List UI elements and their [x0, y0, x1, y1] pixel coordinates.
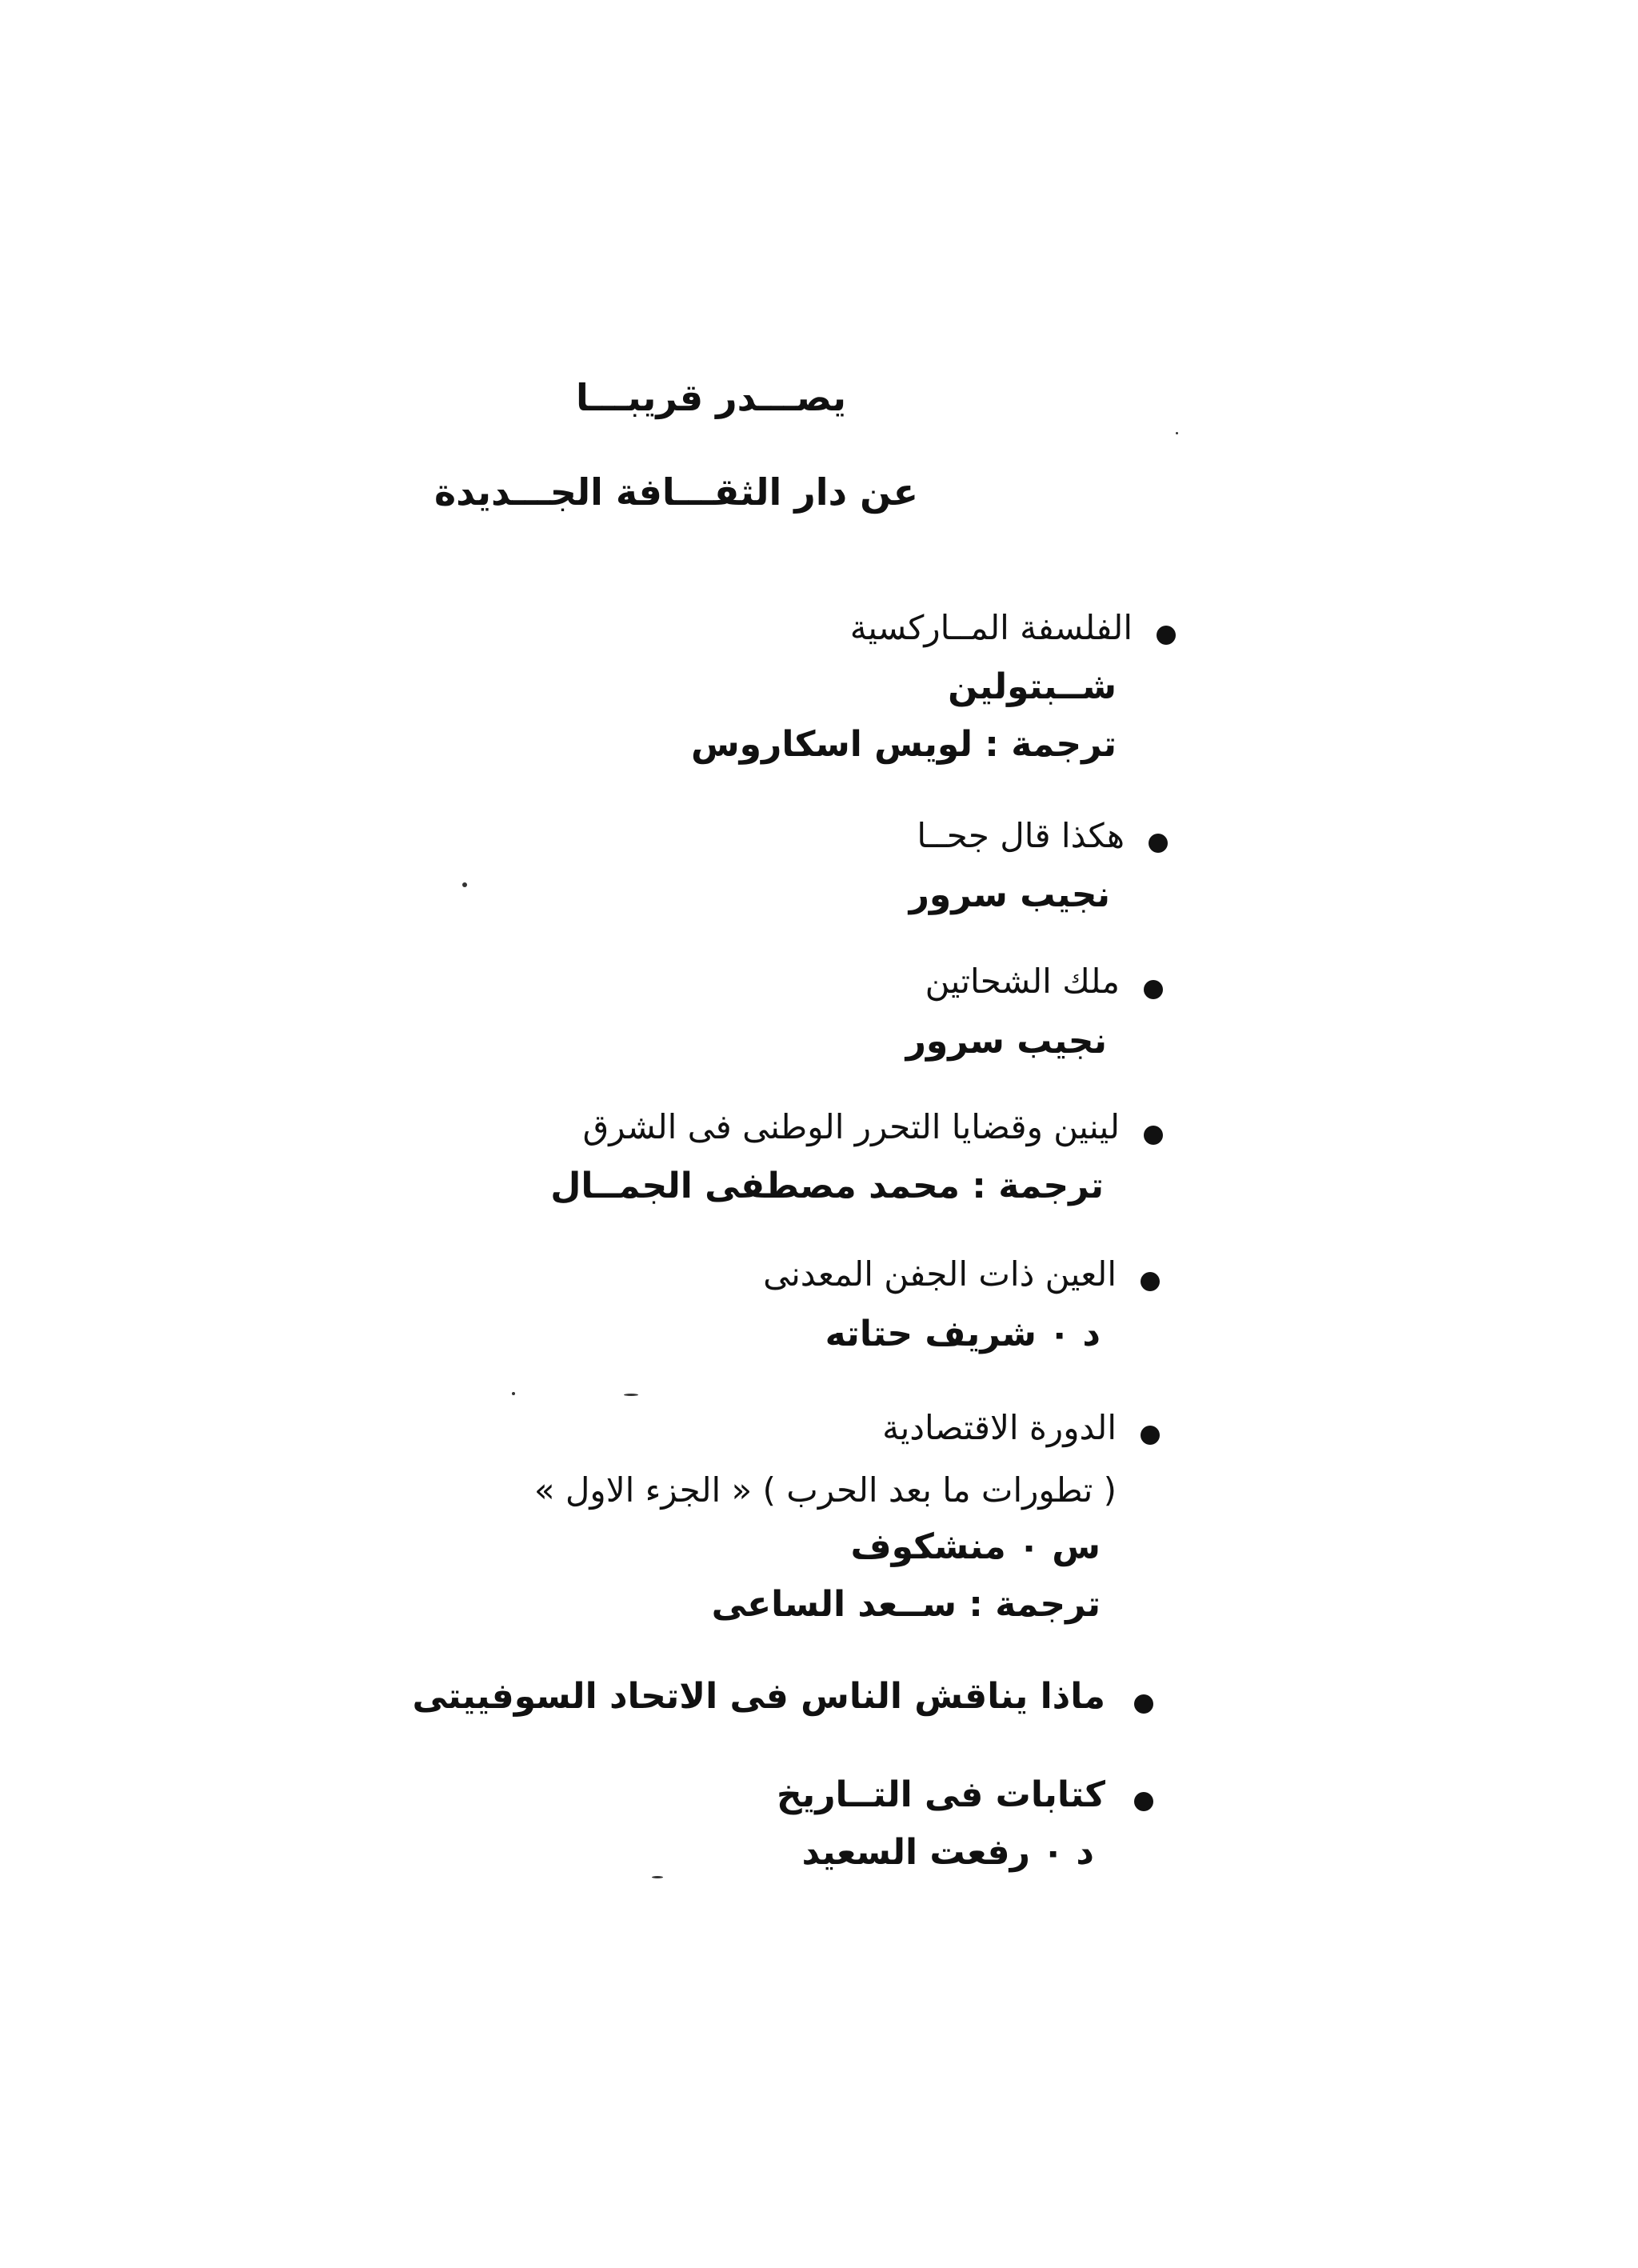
item-translator: ترجمة : لويس اسكاروس: [690, 724, 1117, 765]
item-title: لينين وقضايا التحرر الوطنى فى الشرق: [582, 1107, 1120, 1146]
item-author: نجيب سرور: [909, 874, 1110, 915]
item-title: ملك الشحاتين: [925, 962, 1120, 1001]
bullet-icon: [1157, 626, 1176, 645]
item-translator: ترجمة : محمد مصطفى الجمــال: [550, 1166, 1104, 1206]
item-author: نجيب سرور: [905, 1021, 1107, 1062]
item-title: العين ذات الجفن المعدنى: [763, 1254, 1117, 1294]
bullet-icon: [1134, 1792, 1153, 1811]
scan-speck: [1176, 432, 1178, 434]
item-author: شــبتولين: [948, 666, 1117, 707]
bullet-icon: [1144, 1126, 1163, 1145]
item-title: الدورة الاقتصادية: [882, 1408, 1117, 1447]
item-author: د ٠ رفعت السعيد: [801, 1832, 1094, 1873]
item-title: الفلسفة المــاركسية: [849, 608, 1133, 647]
item-translator: ترجمة : ســعد الساعى: [711, 1584, 1101, 1625]
bullet-icon: [1141, 1426, 1160, 1445]
item-title: ماذا يناقش الناس فى الاتحاد السوفييتى: [412, 1676, 1105, 1717]
item-author: د ٠ شريف حتاته: [825, 1314, 1101, 1354]
item-title: هكذا قال جحــا: [917, 816, 1125, 855]
header-line-2: عن دار الثقـــافة الجـــديدة: [433, 470, 918, 514]
bullet-icon: [1144, 980, 1163, 999]
bullet-icon: [1149, 834, 1168, 853]
scan-speck: [624, 1394, 638, 1396]
item-author: س ٠ منشكوف: [850, 1526, 1101, 1567]
scan-speck: [652, 1876, 663, 1878]
item-note: ( تطورات ما بعد الحرب ) « الجزء الاول »: [533, 1470, 1117, 1510]
item-title: كتابات فى التــاريخ: [776, 1774, 1105, 1815]
bullet-icon: [1141, 1272, 1160, 1291]
scan-speck: [462, 882, 467, 887]
header-line-1: يصـــدر قريبـــا: [575, 376, 846, 419]
bullet-icon: [1134, 1694, 1153, 1714]
scan-speck: [512, 1392, 515, 1395]
